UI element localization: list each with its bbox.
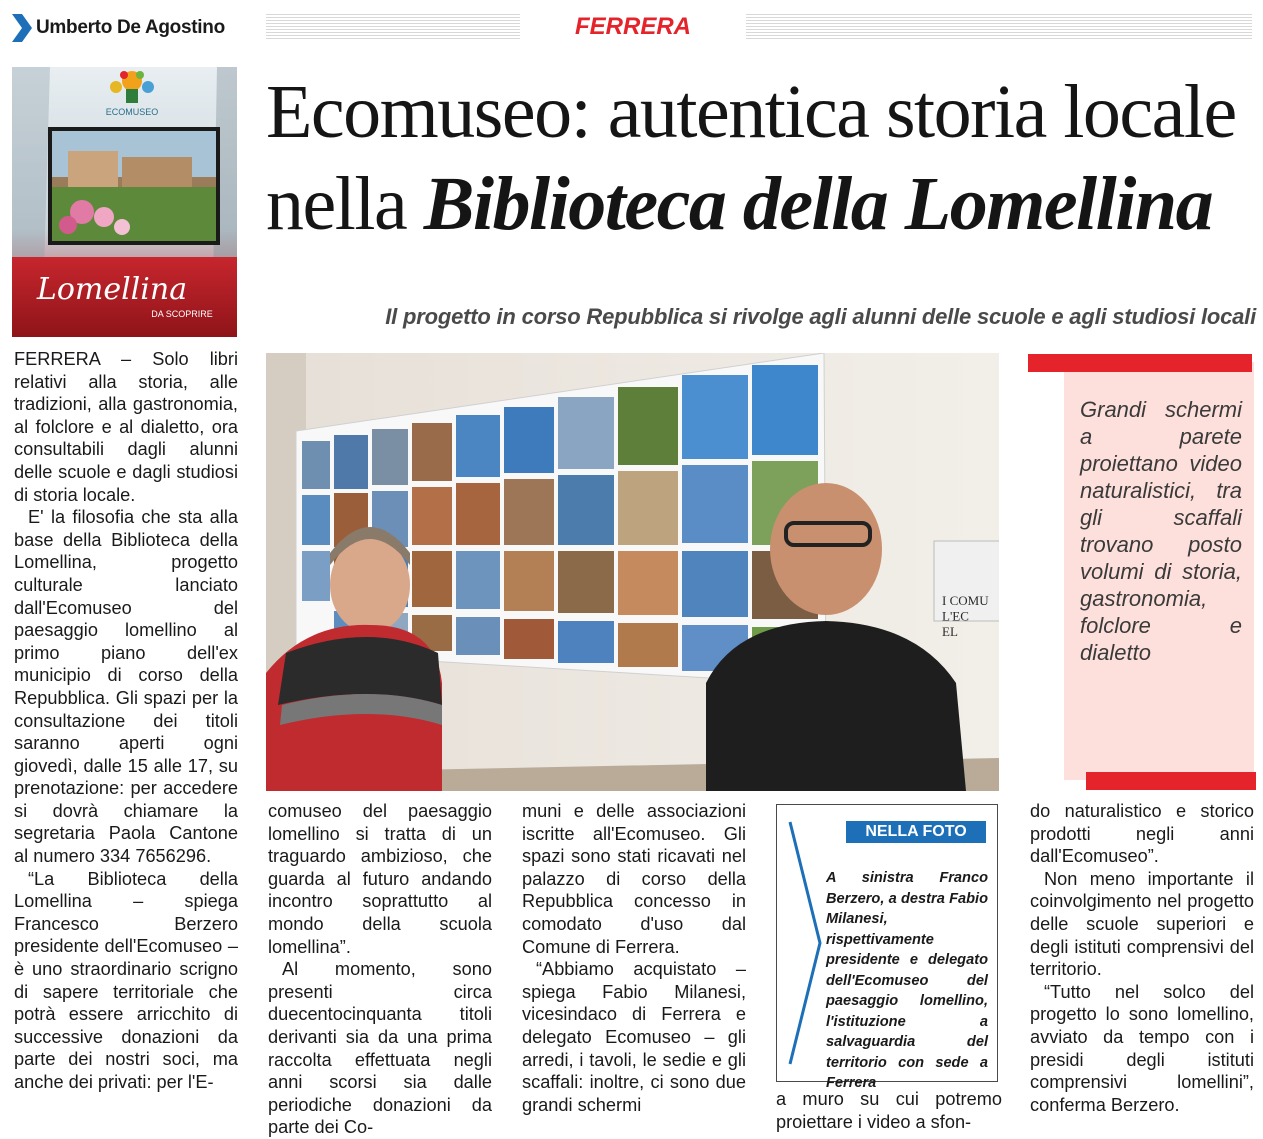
caption-chevron-icon (788, 818, 824, 1068)
thumb-brand-text: ECOMUSEO (105, 107, 159, 117)
body-column-5 (1030, 800, 1254, 1116)
pull-quote: Grandi schermi a parete proiettano video naturalistici, tra gli scaffali trovano posto volumi di storia, gastronomia, folclore e dialetto (1080, 397, 1242, 665)
body-paragraph: a muro su cui potremo proiettare i video a sfon- (776, 1089, 1002, 1132)
body-column-2 (268, 800, 492, 1139)
headline-line1: Ecomuseo: autentica storia locale (266, 70, 1236, 154)
body-paragraph: Al momento, sono presenti circa duecentocinquanta titoli derivanti sia da una prima raccolta effettuata negli anni scorsi sia dalle periodiche donazioni da parte dei Co- (268, 959, 492, 1138)
section-rule-right (746, 13, 1252, 39)
thumb-tagline-script: Lomellina (36, 272, 188, 307)
pull-quote-bar-bottom (1086, 772, 1256, 790)
body-column-1 (14, 348, 238, 1094)
body-paragraph: “Abbiamo acquistato – spiega Fabio Milanesi, vicesindaco di Ferrera e delegato Ecomuseo – gli arredi, i tavoli, le sedie e gli scaffali: inoltre, ci sono due grandi schermi (522, 959, 746, 1115)
subheadline: Il progetto in corso Repubblica si rivolge agli alunni delle scuole e agli studiosi locali (385, 304, 1256, 329)
headline-line2-plain: nella (266, 162, 424, 246)
main-photo (266, 353, 999, 791)
caption-label: NELLA FOTO (846, 821, 986, 843)
author-byline: Umberto De Agostino (36, 17, 225, 38)
headline (266, 66, 1256, 250)
body-paragraph: comuseo del paesaggio lomellino si tratta di un traguardo ambizioso, che guarda al futuro andando incontro soprattutto al mondo della scuola lomellina”. (268, 801, 492, 957)
pull-quote-bar-top (1028, 354, 1252, 372)
caption-text: A sinistra Franco Berzero, a destra Fabio Milanesi, rispettivamente presidente e delegato dell'Ecomuseo del paesaggio lomellino, l'istituzione a salvaguardia del territorio con sede a Ferrera (826, 870, 988, 1091)
wall-sign-text: I COMU L'EC EL (942, 593, 989, 640)
body-column-4 (776, 1088, 1002, 1133)
body-paragraph: “La Biblioteca della Lomellina – spiega Francesco Berzero presidente dell'Ecomuseo – è uno straordinario scrigno di sapere territoriale che potrà essere arricchito di successive donazioni da parte dei nostri soci, ma anche dei privati: per l'E- (14, 868, 238, 1092)
body-paragraph: muni e delle associazioni iscritte all'Ecomuseo. Gli spazi sono stati ricavati nel palazzo di corso della Repubblica concesso in comodato d'uso dal Comune di Ferrera. (522, 801, 746, 957)
section-tag: FERRERA (574, 13, 691, 40)
body-paragraph: E' la filosofia che sta alla base della Biblioteca della Lomellina, progetto culturale lanciato dall'Ecomuseo del paesaggio lomellino al primo piano dell'ex municipio di corso della Repubblica. Gli spazi per la consultazione dei titoli saranno aperti ogni giovedì, dalle 15 alle 17, su prenotazione: per accedere si dovrà chiamare la segretaria Paola Cantone al numero 334 7656296. (14, 507, 238, 867)
thumb-tagline-small: DA SCOPRIRE (151, 309, 213, 319)
ecomuseo-promo-image (12, 67, 237, 337)
body-paragraph: “Tutto nel solco del progetto lo sono lomellino, avviato da tempo con i presidi degli istituti comprensivi lomellini”, conferma Berzero. (1030, 981, 1254, 1115)
headline-line2-italic: Biblioteca della Lomellina (423, 162, 1213, 246)
body-paragraph: FERRERA – Solo libri relativi alla storia, alle tradizioni, alla gastronomia, al folclore e al dialetto, ora consultabili dagli alunni delle scuole e dagli studiosi di storia locale. (14, 349, 238, 505)
section-rule-left (266, 13, 520, 39)
body-column-3 (522, 800, 746, 1116)
body-paragraph: Non meno importante il coinvolgimento nel progetto delle scuole superiori e degli istituti comprensivi del territorio. (1030, 868, 1254, 980)
author-chevron-icon (10, 14, 32, 42)
body-paragraph: do naturalistico e storico prodotti negli anni dall'Ecomuseo”. (1030, 801, 1254, 867)
